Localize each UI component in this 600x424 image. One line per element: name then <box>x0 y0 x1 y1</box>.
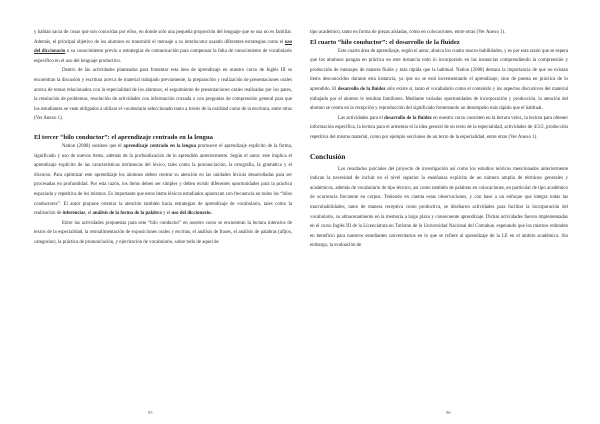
right-paragraph-2: Este cuarto área de aprendizaje, según el autor, abarca los cuatro macro-habilidades, y es por esta razón que se espera que los alumnos pongan en práctica en este instancia todo lo incorporado en las instancias comprendiendo la comprensión y producción de mensajes de manera fluida y más rápida que la habitual. Nation (2008) destaca la importancia de que no existan ítems desconocidos durante esta instancia, ya que no se está incrementando el aprendizaje, sino de puesta en práctica de lo aprendido. El desarrollo de la fluidez sólo existe si, tanto el vocabulario como el contenido y los aspectos discursivos del material trabajado por el alumno le resultan familiares. Mediante variadas oportunidades de incorporación y producción, la atención del alumno se centra en la recepción y reproducción del significado fomentando un desempeño más rápido que el habitual. <box>310 48 568 112</box>
left-paragraph-2: Dentro de las actividades planteadas para fomentar esta área de aprendizaje en nuestro curso de Inglés III se encuentran la discusión y escritura acerca de material trabajado previamente, la preparación y realización de presentaciones orales acerca de temas relacionados con la especialidad de los alumnos, el seguimiento de presentaciones orales realizadas por los pares, la resolución de problemas, resolución de actividades con información cruzada o con preguntas de comprensión general para que los estudiantes se vean obligados a utilizar el vocabulario seleccionado tanto a través de la oralidad como de la escritura, entre otras (Ver Anexo 1). <box>34 68 292 122</box>
left-paragraph-1: y habían sacra de cosas que son conocidas por ellos, en donde sólo una pequeña proporción del lenguaje que se usa no es familiar. Además, el principal objetivo de los alumnos es transmitir el mensaje a su interlocutor usando diferentes estrategias como el uso del diccionario o su conocimiento previo o estrategias de comunicación para compensar la falta de conocimiento de vocabulario específico en el uso del lenguaje productivo. <box>34 30 292 64</box>
right-paragraph-1: tipo académico, tanto en forma de piezas aisladas, como en colocaciones, entre otras (Ver Anexo 1). <box>310 30 506 35</box>
section-heading-conclusion: Conclusión <box>310 151 346 161</box>
section-heading-tercer: El tercer “hilo conductor”: el aprendizaje centrado en la lengua <box>34 133 213 141</box>
right-paragraph-3: Las actividades para el desarrollo de la fluidez en nuestro curso consisten en la lectura veloz, la lectura para obtener información específica, la lectura para el armentar el la idea general de un texto de la especialidad, actividades de 4/3/2, producción repetitiva del mismo material, como por ejemplo secciones de un texto de la especialidad, entre otras (Ver Anexo 1). <box>310 115 568 140</box>
right-paragraph-4: Los resultados parciales del proyecto de investigación así como los estudios teóricos mencionados anteriormente indican la necesidad de incluir en el nivel superior la enseñanza explícita de un número amplio de términos generales y académicos, además de vocabulario de tipo técnico, así como también de palabras en colocaciones, en particular de tipo académico de ocurrencia frecuente en corpus. Teniendo en cuenta estas observaciones, y con base a un enfoque que integra todas las macrohabilidades, tanto de manera receptiva como productiva, se diseñaron actividades para facilitar la incorporación del vocabulario, su almacenamiento en la memoria a largo plazo y consecuente aprendizaje. Dichas actividades fueron implementadas en el curso Inglés III de la Licenciatura en Turismo de la Universidad Nacional del Comahue, esperando que los mismos redunden en beneficio para nuestros estudiantes universitarios en lo que se refiere al aprendizaje de la LE en el ámbito académico. Sin embargo, la evaluación de <box>310 166 568 249</box>
page-number-right: 96 <box>446 410 451 415</box>
left-page <box>34 28 292 247</box>
left-paragraph-4: Entre las actividades propuestas para este “hilo conductor” en nuestro curso se encuentran la lectura intensiva de textos de la especialidad, la retroalimentación de exposiciones orales y escritas, el análisis de frases, el análisis de palabras (afijos, categorías), la práctica de pronunciación, y ejercitación de vocabulario, sobre todo de aquel de <box>34 220 292 245</box>
section-heading-cuarto: El cuarto “hilo conductor”: el desarrollo de la fluidez <box>310 38 460 46</box>
left-paragraph-3: Nation (2008) sostiene que el aprendizaje centrado en la lengua promueve el aprendizaje explícito de la forma, significado y uso de nuevos ítems, además de la profundización de lo aprendido anteriormente. Según el autor, este implica el aprendizaje explícito de las características intrínsecas del léxico, tales como la pronunciación, la ortografía, la gramática y el discurso. Para optimizar este aprendizaje los alumnos deben centrar su atención en las unidades léxicas desarrolladas para ser procesadas en profundidad. Por esta razón, los ítems deben ser simples y deben existir diferentes oportunidades para la práctica espaciada y repetitiva de los mismos. Es importante que estos ítems léxicos estudiados aparezcan con frecuencia en todos los “hilos conductores”. El autor propone orientar la atención también hacia estrategias de aprendizaje de vocabulario, tales como la realización de inferencias, el análisis de la forma de la palabra y el uso del diccionario. <box>34 143 292 217</box>
page-number-left: 95 <box>148 410 153 415</box>
right-page <box>310 28 568 251</box>
